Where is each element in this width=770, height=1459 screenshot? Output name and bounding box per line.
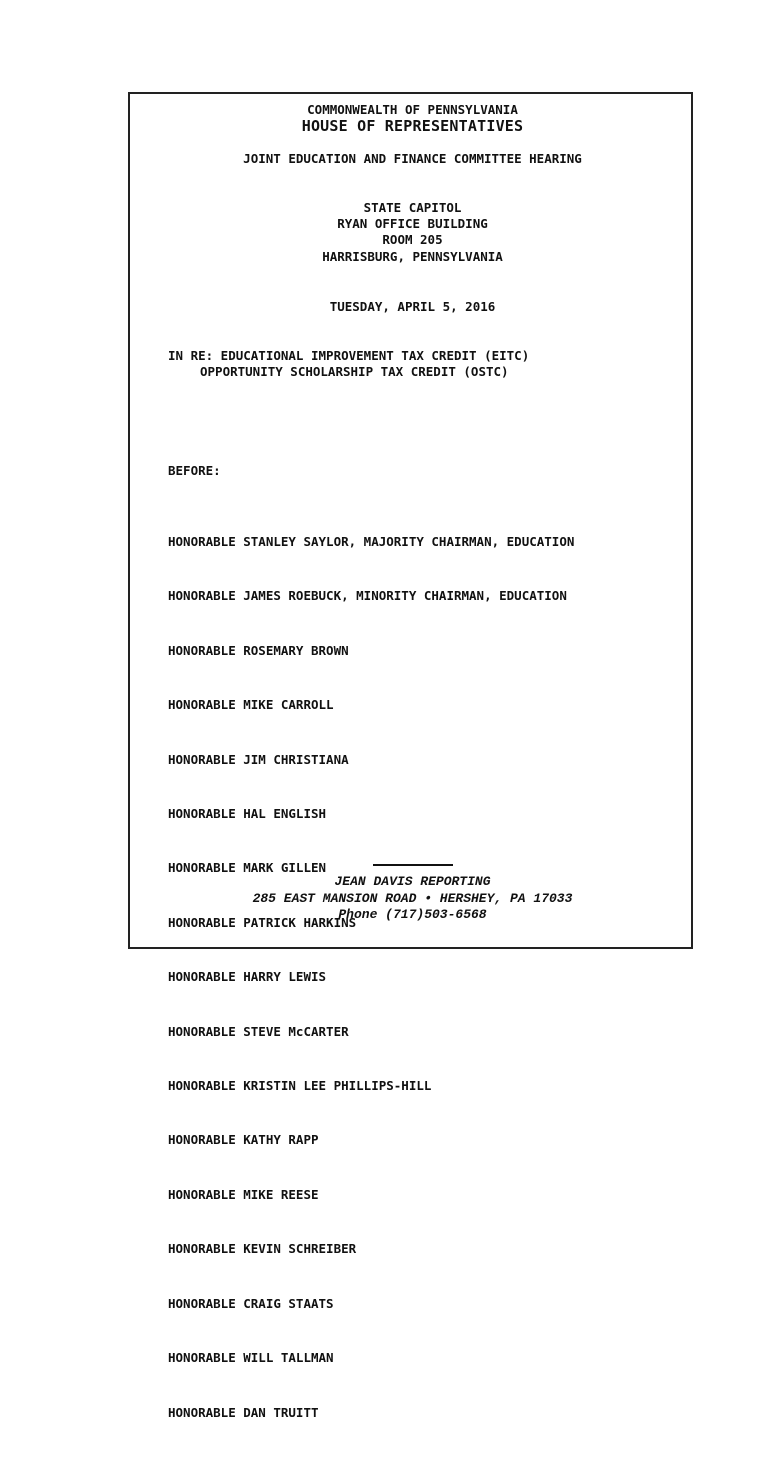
member-name: HONORABLE ROSEMARY BROWN [168,642,349,658]
in-re-line-2: OPPORTUNITY SCHOLARSHIP TAX CREDIT (OSTC) [200,364,509,379]
hearing-title: JOINT EDUCATION AND FINANCE COMMITTEE HEARING [243,151,582,166]
member-name: HONORABLE JAMES ROEBUCK, MINORITY CHAIRMAN, EDUCATION [168,588,567,604]
footer-divider [373,864,453,866]
member-name: HONORABLE KEVIN SCHREIBER [168,1241,357,1257]
members-list [168,496,574,1459]
member-name: HONORABLE WILL TALLMAN [168,1350,334,1366]
location-line-3: ROOM 205 [382,232,443,247]
location-line-2: RYAN OFFICE BUILDING [337,216,488,231]
member-name: HONORABLE KRISTIN LEE PHILLIPS-HILL [168,1078,432,1094]
member-name: HONORABLE KATHY RAPP [168,1132,319,1148]
before-label: BEFORE: [168,463,221,478]
in-re-line-1: IN RE: EDUCATIONAL IMPROVEMENT TAX CREDIT (EITC) [168,348,530,363]
commonwealth-heading: COMMONWEALTH OF PENNSYLVANIA [307,102,518,117]
member-name: HONORABLE CRAIG STAATS [168,1295,334,1311]
reporter-company: JEAN DAVIS REPORTING [334,874,491,889]
member-name: HONORABLE HARRY LEWIS [168,969,327,985]
house-heading: HOUSE OF REPRESENTATIVES [301,117,524,135]
location-line-1: STATE CAPITOL [363,200,462,215]
document-page-frame [128,92,693,1420]
member-name: HONORABLE MIKE CARROLL [168,697,334,713]
member-name: HONORABLE STEVE McCARTER [168,1023,349,1039]
member-name: HONORABLE HAL ENGLISH [168,806,327,822]
member-name: HONORABLE DAN TRUITT [168,1404,319,1420]
member-name: HONORABLE STANLEY SAYLOR, MAJORITY CHAIRMAN, EDUCATION [168,534,575,549]
member-name: HONORABLE PATRICK HARKINS [168,914,357,930]
member-name: HONORABLE JIM CHRISTIANA [168,751,349,767]
reporter-address: 285 EAST MANSION ROAD • HERSHEY, PA 17033 [252,891,573,906]
member-name: HONORABLE MARK GILLEN [168,860,327,876]
member-name: HONORABLE MIKE REESE [168,1186,319,1202]
reporter-phone: Phone (717)503-6568 [338,907,487,922]
hearing-date: TUESDAY, APRIL 5, 2016 [329,299,496,314]
location-line-4: HARRISBURG, PENNSYLVANIA [322,249,503,264]
